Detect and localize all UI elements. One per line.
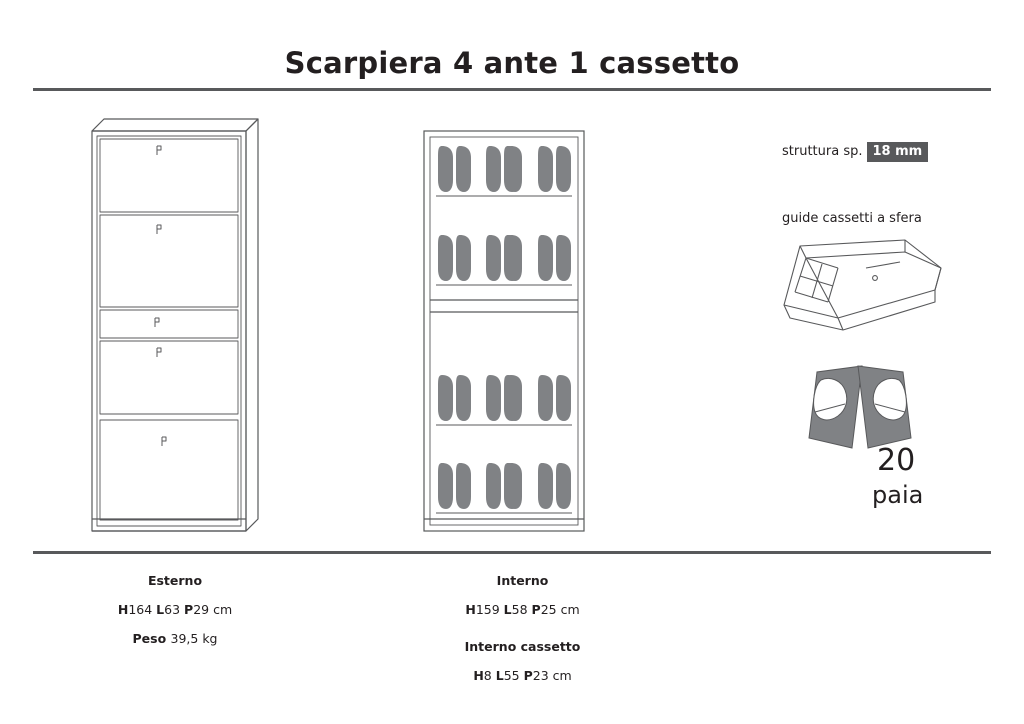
spec-token: 164	[128, 602, 157, 617]
spec-token: P	[523, 668, 533, 683]
spec-interior	[385, 566, 660, 690]
spec-token: 39,5 kg	[170, 631, 218, 646]
spec-line	[45, 595, 305, 624]
pairs-label: paia	[872, 481, 924, 509]
spec-token: H	[473, 668, 484, 683]
spec-token: 63	[164, 602, 185, 617]
spec-line	[45, 624, 305, 653]
drawer-slide-note: guide cassetti a sfera	[782, 211, 922, 226]
spec-token: 55	[503, 668, 524, 683]
spec-token: 58	[511, 602, 532, 617]
spec-exterior-heading: Esterno	[147, 573, 203, 588]
spec-line	[385, 595, 660, 624]
pairs-count: 20	[877, 443, 916, 478]
spec-token: 25 cm	[540, 602, 580, 617]
spec-token: 29 cm	[193, 602, 233, 617]
spec-token: H	[465, 602, 476, 617]
spec-interior-lines	[385, 595, 660, 624]
spec-token: 8	[483, 668, 496, 683]
page-title: Scarpiera 4 ante 1 cassetto	[284, 46, 740, 80]
spec-token: L	[503, 602, 512, 617]
spec-drawer-heading: Interno cassetto	[464, 639, 581, 654]
spec-exterior-lines	[45, 595, 305, 653]
spec-exterior	[45, 566, 305, 653]
spec-interior-heading: Interno	[496, 573, 549, 588]
spec-token: P	[531, 602, 541, 617]
spec-token: 159	[475, 602, 504, 617]
spec-drawer-lines	[385, 661, 660, 690]
structure-thickness-label: struttura sp.	[782, 144, 863, 159]
spec-token: H	[117, 602, 129, 617]
spec-token: L	[495, 668, 504, 683]
spec-token: L	[156, 602, 165, 617]
spec-token: P	[184, 602, 194, 617]
structure-thickness-badge: 18 mm	[867, 142, 929, 162]
spec-line	[385, 661, 660, 690]
spec-token: 23 cm	[532, 668, 572, 683]
spec-token: Peso	[132, 631, 171, 646]
